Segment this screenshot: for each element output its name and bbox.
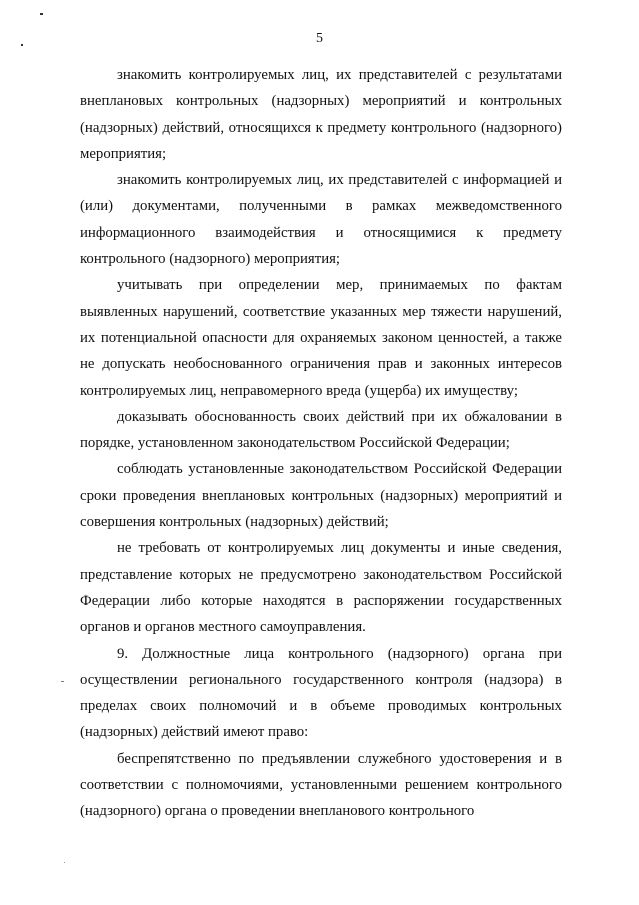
scan-artifact-mark bbox=[64, 862, 65, 863]
paragraph-clause-9: 9. Должностные лица контрольного (надзорного) органа при осуществлении регионального государственного контроля (надзора) в пределах своих полномочий и в объеме проводимых контрольных (надзорных) действий имеют право: bbox=[80, 645, 562, 741]
scan-artifact-mark bbox=[61, 681, 64, 682]
scan-artifact-mark bbox=[40, 13, 43, 15]
paragraph-consider-measures: учитывать при определении мер, принимаемых по фактам выявленных нарушений, соответствие указанных мер тяжести нарушений, их потенциальной опасности для охраняемых законом ценностей, а также не допускать необоснованного ограничения прав и законных интересов контролируемых лиц, неправомерного вреда (ущерба) их имуществу; bbox=[80, 277, 562, 399]
paragraph-prove-validity: доказывать обоснованность своих действий при их обжаловании в порядке, установленном законодательством Российской Федерации; bbox=[80, 408, 562, 452]
paragraph-not-require-documents: не требовать от контролируемых лиц документы и иные сведения, представление которых не предусмотрено законодательством Российской Федерации либо которые находятся в распоряжении государственных органов и органов местного самоуправления. bbox=[80, 540, 562, 636]
page-number: 5 bbox=[316, 31, 323, 46]
paragraph-unhindered-access: беспрепятственно по предъявлении служебного удостоверения и в соответствии с полномочиями, установленными решением контрольного (надзорного) органа о проведении внепланового контрольного bbox=[80, 750, 562, 820]
paragraph-acquaint-results: знакомить контролируемых лиц, их представителей с результатами внеплановых контрольных (надзорных) мероприятий и контрольных (надзорных) действий, относящихся к предмету контрольного (надзорного) мероприятия; bbox=[80, 67, 562, 162]
document-body bbox=[80, 62, 562, 825]
paragraph-acquaint-information: знакомить контролируемых лиц, их представителей с информацией и (или) документами, полученными в рамках межведомственного информационного взаимодействия и относящимися к предмету контрольного (надзорного) мероприятия; bbox=[80, 172, 562, 268]
paragraph-observe-deadlines: соблюдать установленные законодательством Российской Федерации сроки проведения внеплановых контрольных (надзорных) мероприятий и совершения контрольных (надзорных) действий; bbox=[80, 461, 562, 531]
